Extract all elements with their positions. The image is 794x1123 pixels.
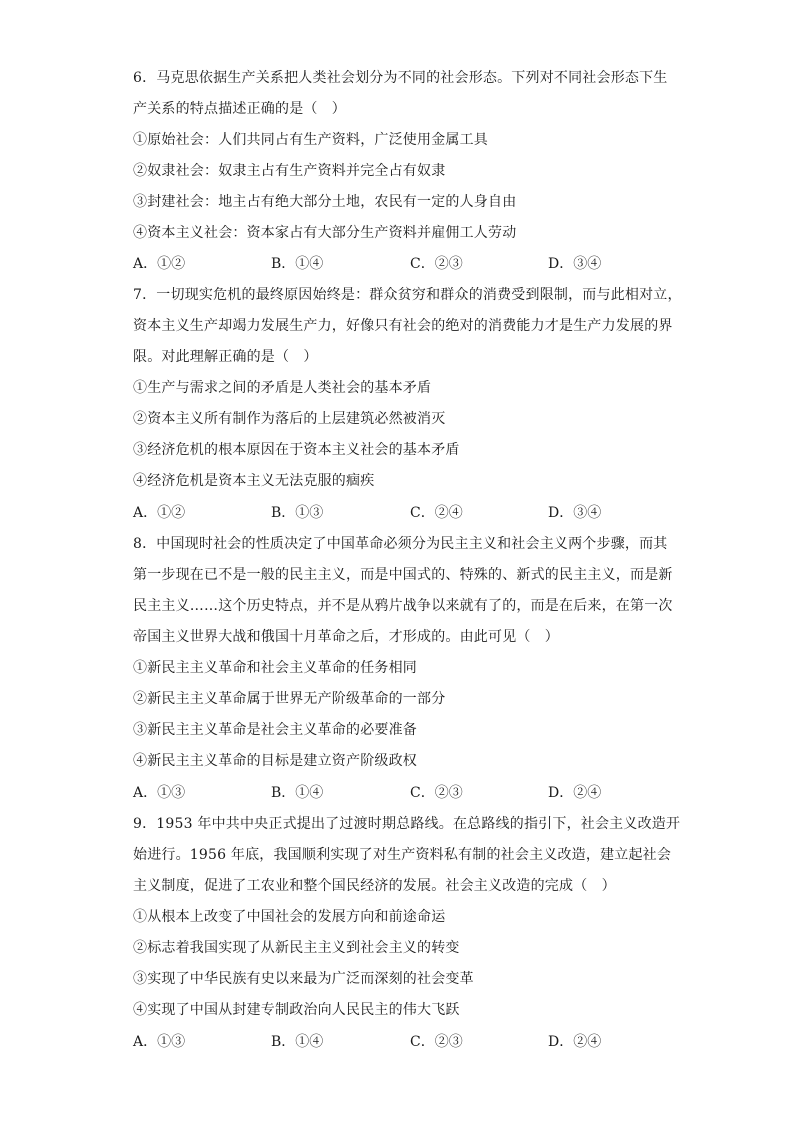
question-6-stem-line-1: 6．马克思依据生产关系把人类社会划分为不同的社会形态。下列对不同社会形态下生: [133, 70, 668, 86]
question-8-stem-line-4: 帝国主义世界大战和俄国十月革命之后，才形成的。由此可见（ ）: [133, 629, 559, 645]
question-7-choices: [133, 503, 663, 523]
question-8-choices: [133, 783, 663, 803]
question-8-stem-line-3: 民主主义……这个历史特点，并不是从鸦片战争以来就有了的，而是在后来，在第一次: [133, 598, 673, 614]
question-9-choice-c: C．②③: [410, 1034, 463, 1050]
question-7-stem-line-2: 资本主义生产却竭力发展生产力，好像只有社会的绝对的消费能力才是生产力发展的界: [133, 318, 673, 334]
question-6-choice-c: C．②③: [410, 256, 463, 272]
question-8-option-1: ①新民主主义革命和社会主义革命的任务相同: [133, 660, 417, 676]
question-9-option-2: ②标志着我国实现了从新民主主义到社会主义的转变: [133, 940, 460, 956]
question-8-option-3: ③新民主主义革命是社会主义革命的必要准备: [133, 722, 417, 738]
question-8-stem-line-2: 第一步现在已不是一般的民主主义，而是中国式的、特殊的、新式的民主主义，而是新: [133, 567, 673, 583]
question-6-choice-d: D．③④: [548, 256, 602, 272]
question-9-choices: [133, 1032, 663, 1052]
question-7-stem-line-3: 限。对此理解正确的是（ ）: [133, 349, 318, 365]
question-8-choice-b: B．①④: [271, 785, 324, 801]
question-9-choice-a: A．①③: [133, 1034, 186, 1050]
question-6-option-2: ②奴隶社会：奴隶主占有生产资料并完全占有奴隶: [133, 163, 446, 179]
question-9-option-1: ①从根本上改变了中国社会的发展方向和前途命运: [133, 909, 446, 925]
question-6-choices: [133, 254, 663, 274]
question-6-stem-line-2: 产关系的特点描述正确的是（ ）: [133, 101, 346, 117]
question-6-option-4: ④资本主义社会：资本家占有大部分生产资料并雇佣工人劳动: [133, 225, 517, 241]
question-7-stem-line-1: 7．一切现实危机的最终原因始终是：群众贫穷和群众的消费受到限制，而与此相对立，: [133, 287, 682, 303]
question-8-choice-a: A．①③: [133, 785, 186, 801]
question-9-choice-b: B．①④: [271, 1034, 324, 1050]
question-9-stem-line-2: 始进行。1956 年底，我国顺利实现了对生产资料私有制的社会主义改造，建立起社会: [133, 847, 672, 863]
question-6-option-1: ①原始社会：人们共同占有生产资料，广泛使用金属工具: [133, 132, 488, 148]
question-7-choice-b: B．①③: [271, 505, 324, 521]
question-7-option-4: ④经济危机是资本主义无法克服的痼疾: [133, 473, 375, 489]
question-8-option-4: ④新民主主义革命的目标是建立资产阶级政权: [133, 753, 417, 769]
question-9-choice-d: D．②④: [548, 1034, 602, 1050]
question-9-stem-line-1: 9．1953 年中共中央正式提出了过渡时期总路线。在总路线的指引下，社会主义改造开: [133, 816, 681, 832]
question-8-choice-c: C．②③: [410, 785, 463, 801]
question-7-option-1: ①生产与需求之间的矛盾是人类社会的基本矛盾: [133, 380, 432, 396]
question-7-choice-d: D．③④: [548, 505, 602, 521]
question-7-option-2: ②资本主义所有制作为落后的上层建筑必然被消灭: [133, 411, 446, 427]
question-6-choice-a: A．①②: [133, 256, 186, 272]
question-9-option-4: ④实现了中国从封建专制政治向人民民主的伟大飞跃: [133, 1002, 460, 1018]
question-8-stem-line-1: 8．中国现时社会的性质决定了中国革命必须分为民主主义和社会主义两个步骤，而其: [133, 536, 668, 552]
question-7-choice-c: C．②④: [410, 505, 463, 521]
question-9-stem-line-3: 主义制度，促进了工农业和整个国民经济的发展。社会主义改造的完成（ ）: [133, 878, 616, 894]
question-6-choice-b: B．①④: [271, 256, 324, 272]
question-9-option-3: ③实现了中华民族有史以来最为广泛而深刻的社会变革: [133, 971, 474, 987]
question-8-choice-d: D．②④: [548, 785, 602, 801]
question-8-option-2: ②新民主主义革命属于世界无产阶级革命的一部分: [133, 691, 446, 707]
question-6-option-3: ③封建社会：地主占有绝大部分土地，农民有一定的人身自由: [133, 194, 517, 210]
question-7-option-3: ③经济危机的根本原因在于资本主义社会的基本矛盾: [133, 442, 460, 458]
question-7-choice-a: A．①②: [133, 505, 186, 521]
